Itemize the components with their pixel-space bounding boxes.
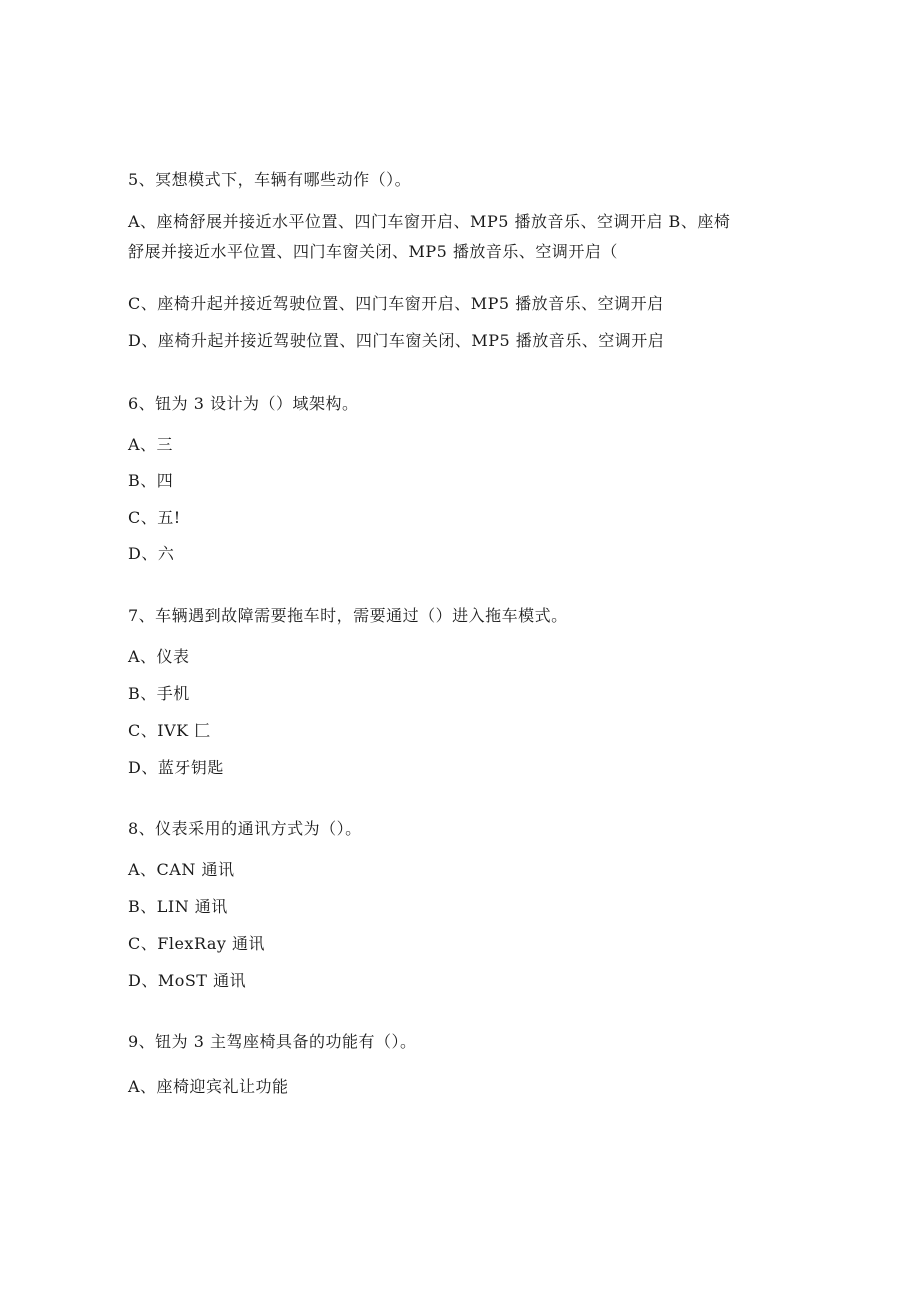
option-d: D、座椅升起并接近驾驶位置、四门车窗关闭、MP5 播放音乐、空调开启 bbox=[128, 331, 665, 350]
option-a: A、座椅迎宾礼让功能 bbox=[128, 1077, 289, 1096]
option-d: D、六 bbox=[128, 544, 175, 563]
question-stem: 8、仪表采用的通讯方式为（）。 bbox=[128, 819, 362, 838]
option-b: B、LIN 通讯 bbox=[128, 897, 228, 916]
question-stem: 7、车辆遇到故障需要拖车时，需要通过（）进入拖车模式。 bbox=[128, 606, 568, 625]
option-a: A、CAN 通讯 bbox=[128, 860, 235, 879]
option-a: A、三 bbox=[128, 435, 174, 454]
option-d: D、MoST 通讯 bbox=[128, 971, 247, 990]
question-stem: 6、钮为 3 设计为（）域架构。 bbox=[128, 394, 359, 413]
option-d: D、蓝牙钥匙 bbox=[128, 758, 224, 777]
option-c: C、座椅升起并接近驾驶位置、四门车窗开启、MP5 播放音乐、空调开启 bbox=[128, 294, 664, 313]
option-a-continued: 舒展并接近水平位置、四门车窗关闭、MP5 播放音乐、空调开启（ bbox=[128, 242, 618, 261]
option-c: C、五! bbox=[128, 508, 181, 527]
question-stem: 5、冥想模式下，车辆有哪些动作（）。 bbox=[128, 170, 412, 189]
option-a: A、座椅舒展并接近水平位置、四门车窗开启、MP5 播放音乐、空调开启 B、座椅 bbox=[128, 212, 731, 231]
option-c: C、IVK 匚 bbox=[128, 721, 211, 740]
option-b: B、手机 bbox=[128, 684, 190, 703]
option-a: A、仪表 bbox=[128, 647, 190, 666]
option-c: C、FlexRay 通讯 bbox=[128, 934, 266, 953]
question-stem: 9、钮为 3 主驾座椅具备的功能有（）。 bbox=[128, 1032, 417, 1051]
option-b: B、四 bbox=[128, 471, 174, 490]
